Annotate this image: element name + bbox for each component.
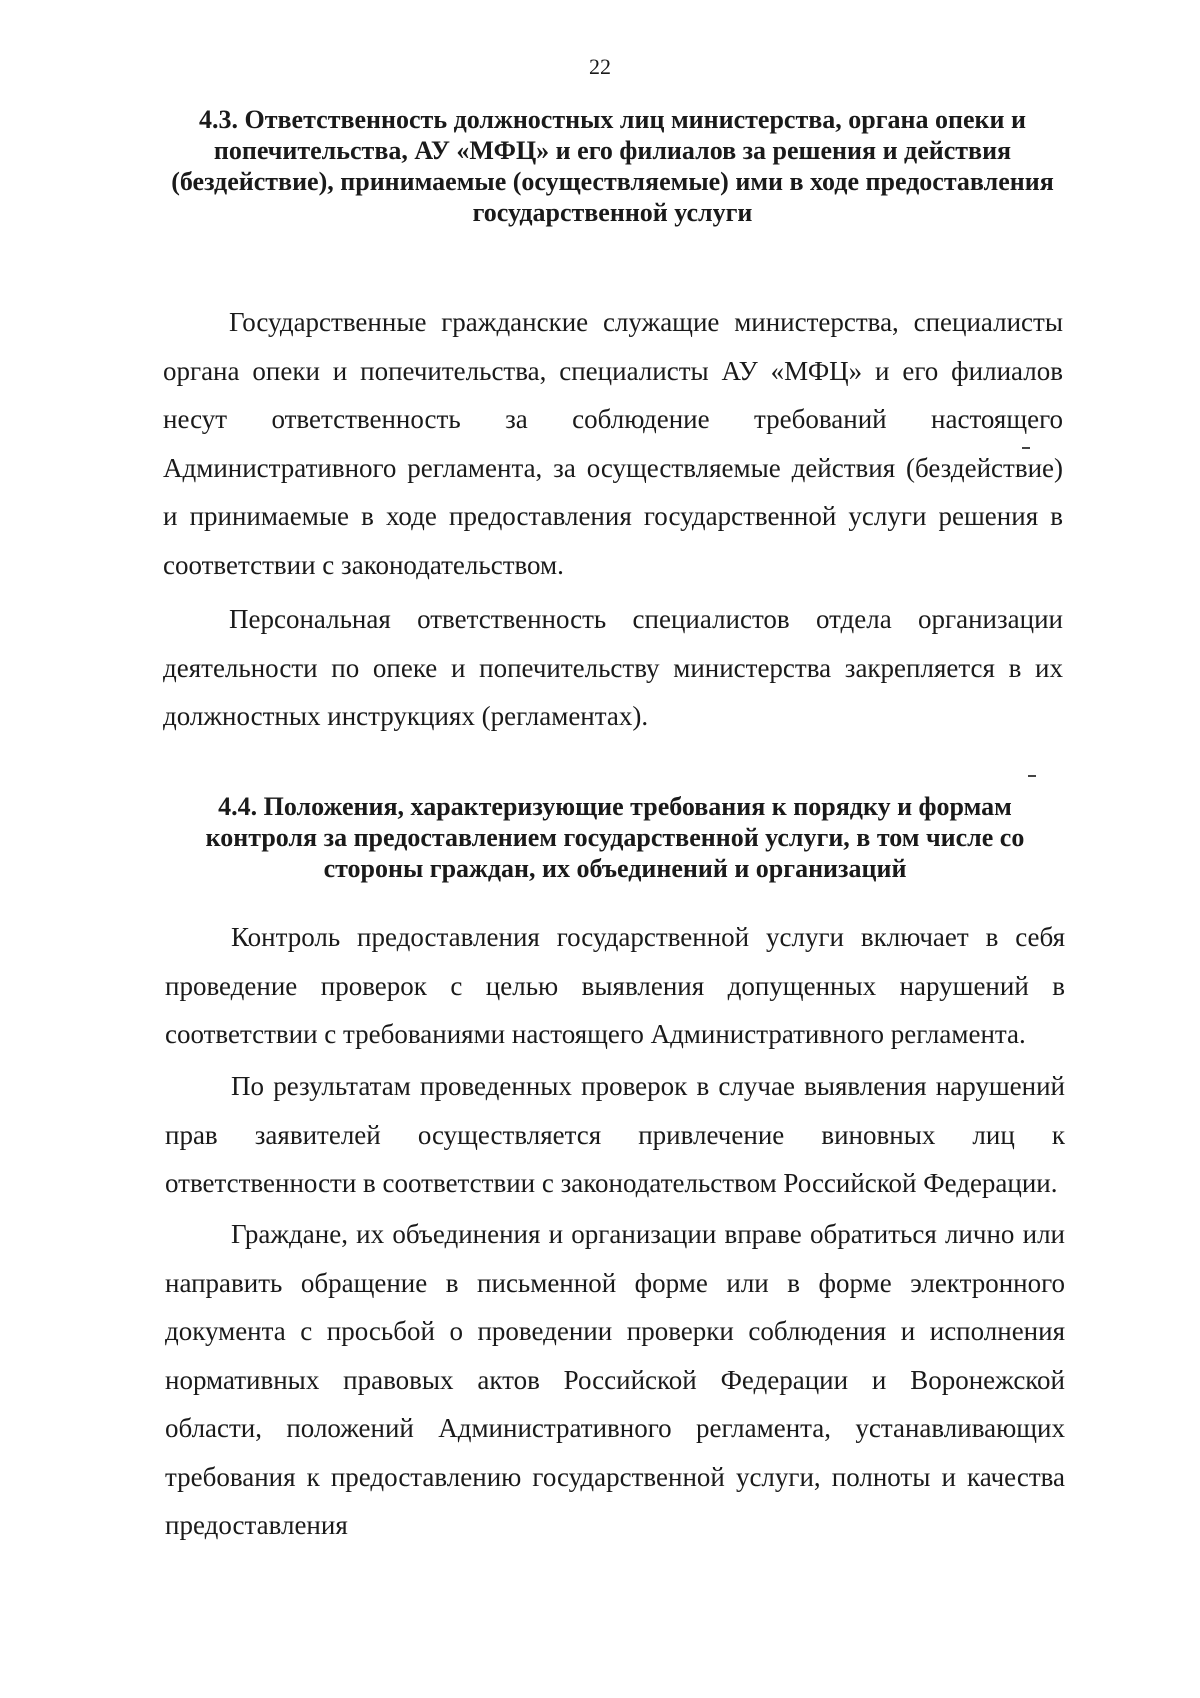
paragraph: Контроль предоставления государственной услуги включает в себя проведение проверок с целью выявления допущенных нарушений в соответствии с требованиями настоящего Административного регламента.: [165, 922, 1065, 1049]
scan-artifact: [1028, 775, 1036, 777]
paragraph: Граждане, их объединения и организации вправе обратиться лично или направить обращение в письменной форме или в форме электронного документа с просьбой о проведении проверки соблюдения и исполнения нормативных правовых актов Российской Федерации и Воронежской области, положений Административного регламента, устанавливающих требования к предоставлению государственной услуги, полноты и качества предоставления: [165, 1219, 1065, 1540]
paragraph: Государственные гражданские служащие министерства, специалисты органа опеки и попечительства, специалисты АУ «МФЦ» и его филиалов несут ответственность за соблюдение требований настоящего Административного регламента, за осуществляемые действия (бездействие) и принимаемые в ходе предоставления государственной услуги решения в соответствии с законодательством.: [163, 307, 1063, 580]
page-number: 22: [589, 54, 611, 79]
paragraph: По результатам проведенных проверок в случае выявления нарушений прав заявителей осуществляется привлечение виновных лиц к ответственности в соответствии с законодательством Российской Федерации.: [165, 1071, 1065, 1198]
section-heading-4-3: 4.3. Ответственность должностных лиц министерства, органа опеки и попечительства, АУ «МФЦ» и его филиалов за решения и действия (бездействие), принимаемые (осуществляемые) ими в ходе предоставления государственной услуги: [171, 105, 1054, 227]
scan-artifact: [1022, 447, 1030, 449]
section-heading-4-4: 4.4. Положения, характеризующие требования к порядку и формам контроля за предоставлением государственной услуги, в том числе со стороны граждан, их объединений и организаций: [205, 792, 1025, 883]
paragraph: Персональная ответственность специалистов отдела организации деятельности по опеке и попечительству министерства закрепляется в их должностных инструкциях (регламентах).: [163, 604, 1063, 731]
